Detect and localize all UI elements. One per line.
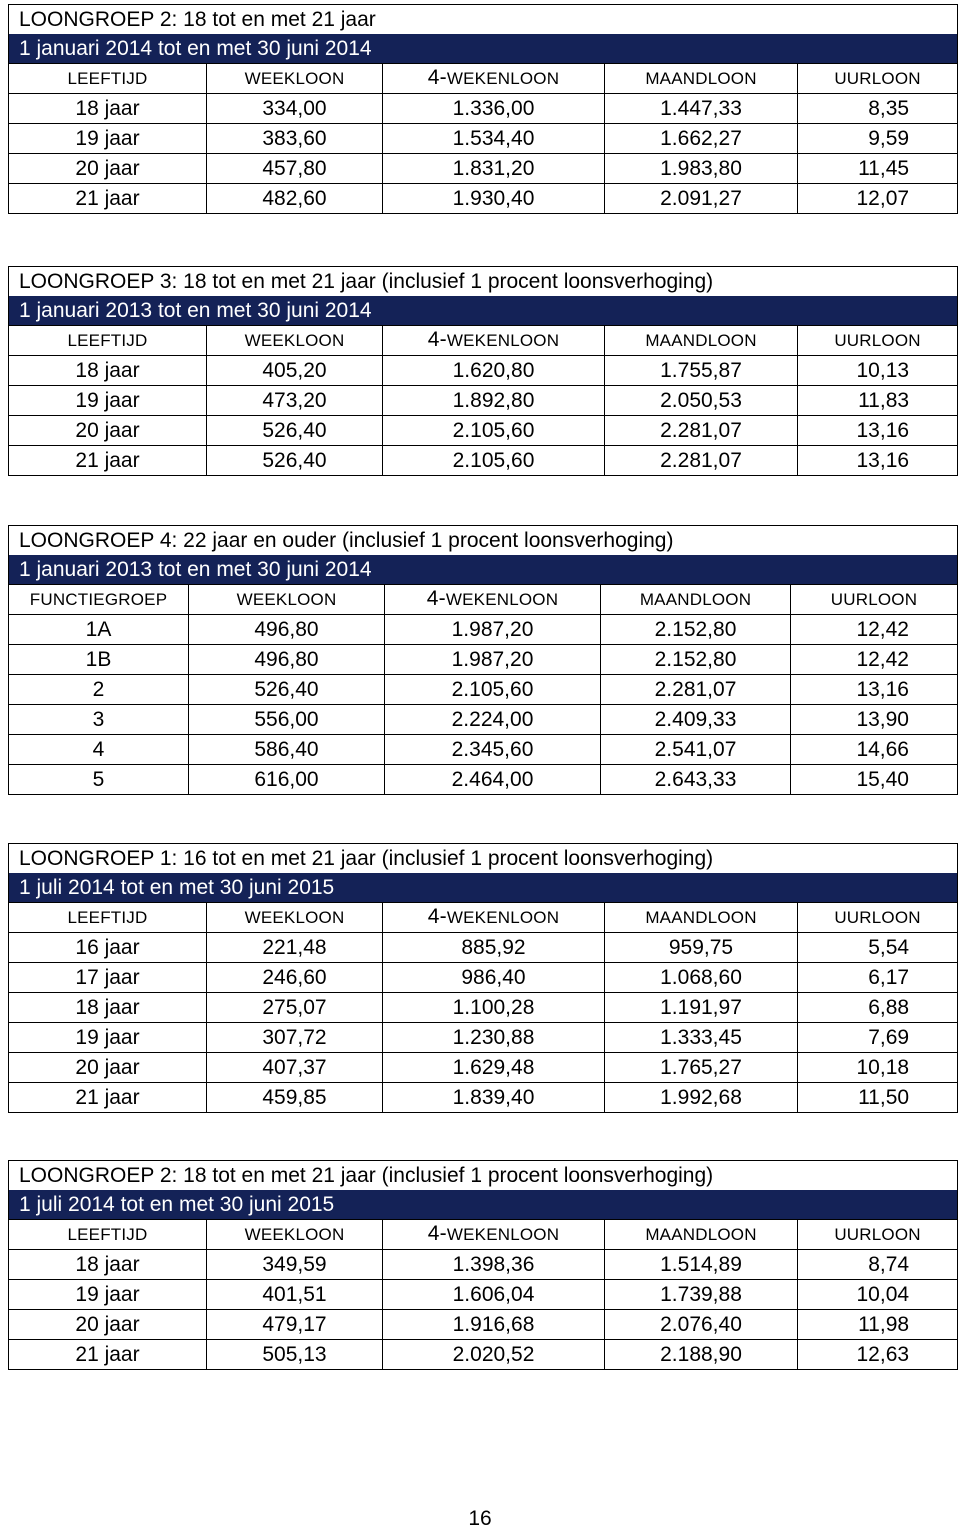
table-cell: 1.930,40 — [383, 184, 605, 214]
table-cell: 1.839,40 — [383, 1083, 605, 1113]
table-cell: 15,40 — [791, 765, 958, 795]
table-cell: 2.105,60 — [385, 675, 601, 705]
table-row — [9, 765, 958, 795]
column-header: WEEKLOON — [207, 326, 383, 356]
table-cell: 1.739,88 — [605, 1280, 798, 1310]
table-cell: 556,00 — [189, 705, 385, 735]
table-cell: 12,63 — [798, 1340, 958, 1370]
column-header: MAANDLOON — [601, 585, 791, 615]
table-cell: 1.831,20 — [383, 154, 605, 184]
table-cell: 6,17 — [798, 963, 958, 993]
table-cell: 2.105,60 — [383, 446, 605, 476]
column-header: UURLOON — [798, 326, 958, 356]
table-cell: 18 jaar — [9, 993, 207, 1023]
table-cell: 19 jaar — [9, 1280, 207, 1310]
column-header: WEEKLOON — [207, 64, 383, 94]
table-cell: 3 — [9, 705, 189, 735]
table-cell: 8,74 — [798, 1250, 958, 1280]
wage-table-3 — [8, 525, 957, 795]
table-cell: 2.188,90 — [605, 1340, 798, 1370]
column-header: UURLOON — [798, 64, 958, 94]
table-cell: 21 jaar — [9, 1340, 207, 1370]
column-header: UURLOON — [798, 903, 958, 933]
table-title: LOONGROEP 4: 22 jaar en ouder (inclusief 1 procent loonsverhoging) — [9, 526, 958, 556]
table-cell: 21 jaar — [9, 446, 207, 476]
table-row — [9, 1310, 958, 1340]
table-cell: 526,40 — [189, 675, 385, 705]
wage-table-5 — [8, 1160, 957, 1370]
table-cell: 1.987,20 — [385, 645, 601, 675]
table-cell: 885,92 — [383, 933, 605, 963]
table-title: LOONGROEP 1: 16 tot en met 21 jaar (inclusief 1 procent loonsverhoging) — [9, 844, 958, 874]
table-row — [9, 446, 958, 476]
table-row — [9, 154, 958, 184]
table-row — [9, 645, 958, 675]
table-cell: 405,20 — [207, 356, 383, 386]
table-period: 1 januari 2014 tot en met 30 juni 2014 — [9, 34, 958, 64]
column-header: MAANDLOON — [605, 326, 798, 356]
table-cell: 246,60 — [207, 963, 383, 993]
table-cell: 1.987,20 — [385, 615, 601, 645]
table-cell: 7,69 — [798, 1023, 958, 1053]
table-period: 1 januari 2013 tot en met 30 juni 2014 — [9, 296, 958, 326]
table-cell: 10,13 — [798, 356, 958, 386]
table-cell: 2.224,00 — [385, 705, 601, 735]
column-header: LEEFTIJD — [9, 1220, 207, 1250]
table-cell: 1.755,87 — [605, 356, 798, 386]
table-cell: 383,60 — [207, 124, 383, 154]
wage-table-2 — [8, 266, 957, 476]
table-row — [9, 705, 958, 735]
table-row — [9, 1083, 958, 1113]
table-cell: 1.983,80 — [605, 154, 798, 184]
table-cell: 349,59 — [207, 1250, 383, 1280]
table-cell: 307,72 — [207, 1023, 383, 1053]
table-row — [9, 124, 958, 154]
table-cell: 10,04 — [798, 1280, 958, 1310]
table-cell: 586,40 — [189, 735, 385, 765]
table-cell: 479,17 — [207, 1310, 383, 1340]
table-cell: 2.409,33 — [601, 705, 791, 735]
table-cell: 20 jaar — [9, 1053, 207, 1083]
table-cell: 20 jaar — [9, 416, 207, 446]
table-cell: 1.620,80 — [383, 356, 605, 386]
table-cell: 13,16 — [791, 675, 958, 705]
table-cell: 5 — [9, 765, 189, 795]
table-cell: 275,07 — [207, 993, 383, 1023]
wage-table — [8, 1160, 958, 1370]
table-cell: 12,42 — [791, 645, 958, 675]
table-cell: 21 jaar — [9, 184, 207, 214]
table-cell: 18 jaar — [9, 356, 207, 386]
column-header: UURLOON — [798, 1220, 958, 1250]
table-cell: 6,88 — [798, 993, 958, 1023]
column-header: MAANDLOON — [605, 1220, 798, 1250]
table-cell: 18 jaar — [9, 94, 207, 124]
column-header: WEEKLOON — [207, 1220, 383, 1250]
table-cell: 221,48 — [207, 933, 383, 963]
header-row — [9, 326, 958, 356]
wage-table — [8, 4, 958, 214]
header-row — [9, 1220, 958, 1250]
table-cell: 1.916,68 — [383, 1310, 605, 1340]
table-cell: 2.281,07 — [605, 446, 798, 476]
table-cell: 2.020,52 — [383, 1340, 605, 1370]
column-header: MAANDLOON — [605, 903, 798, 933]
column-header: WEEKLOON — [189, 585, 385, 615]
table-cell: 2 — [9, 675, 189, 705]
table-cell: 2.345,60 — [385, 735, 601, 765]
table-cell: 1.514,89 — [605, 1250, 798, 1280]
table-cell: 4 — [9, 735, 189, 765]
table-cell: 1.398,36 — [383, 1250, 605, 1280]
table-cell: 959,75 — [605, 933, 798, 963]
column-header: FUNCTIEGROEP — [9, 585, 189, 615]
table-cell: 457,80 — [207, 154, 383, 184]
table-cell: 13,16 — [798, 416, 958, 446]
table-cell: 19 jaar — [9, 1023, 207, 1053]
table-cell: 473,20 — [207, 386, 383, 416]
table-cell: 1.230,88 — [383, 1023, 605, 1053]
table-row — [9, 416, 958, 446]
table-cell: 8,35 — [798, 94, 958, 124]
table-cell: 401,51 — [207, 1280, 383, 1310]
header-row — [9, 903, 958, 933]
table-cell: 14,66 — [791, 735, 958, 765]
table-cell: 13,90 — [791, 705, 958, 735]
column-header: 4-WEKENLOON — [383, 1220, 605, 1250]
table-row — [9, 184, 958, 214]
column-header: MAANDLOON — [605, 64, 798, 94]
wage-table-4 — [8, 843, 957, 1113]
table-row — [9, 1023, 958, 1053]
column-header: WEEKLOON — [207, 903, 383, 933]
table-cell: 12,07 — [798, 184, 958, 214]
table-row — [9, 615, 958, 645]
table-cell: 1.336,00 — [383, 94, 605, 124]
table-row — [9, 1053, 958, 1083]
table-cell: 2.281,07 — [605, 416, 798, 446]
table-cell: 21 jaar — [9, 1083, 207, 1113]
table-cell: 407,37 — [207, 1053, 383, 1083]
table-cell: 2.152,80 — [601, 615, 791, 645]
header-row — [9, 585, 958, 615]
table-cell: 1.333,45 — [605, 1023, 798, 1053]
table-row — [9, 963, 958, 993]
table-cell: 2.076,40 — [605, 1310, 798, 1340]
table-cell: 11,83 — [798, 386, 958, 416]
table-period: 1 januari 2013 tot en met 30 juni 2014 — [9, 555, 958, 585]
table-cell: 12,42 — [791, 615, 958, 645]
table-period: 1 juli 2014 tot en met 30 juni 2015 — [9, 873, 958, 903]
table-cell: 11,45 — [798, 154, 958, 184]
column-header: 4-WEKENLOON — [383, 903, 605, 933]
table-cell: 17 jaar — [9, 963, 207, 993]
table-cell: 459,85 — [207, 1083, 383, 1113]
table-row — [9, 735, 958, 765]
table-cell: 526,40 — [207, 446, 383, 476]
table-cell: 5,54 — [798, 933, 958, 963]
column-header: 4-WEKENLOON — [385, 585, 601, 615]
table-cell: 19 jaar — [9, 124, 207, 154]
table-cell: 2.541,07 — [601, 735, 791, 765]
wage-table — [8, 266, 958, 476]
column-header: UURLOON — [791, 585, 958, 615]
table-cell: 1.100,28 — [383, 993, 605, 1023]
table-cell: 2.152,80 — [601, 645, 791, 675]
page-number: 16 — [468, 1507, 492, 1530]
table-cell: 20 jaar — [9, 1310, 207, 1340]
wage-table — [8, 525, 958, 795]
wage-table — [8, 843, 958, 1113]
table-cell: 1B — [9, 645, 189, 675]
table-title: LOONGROEP 3: 18 tot en met 21 jaar (inclusief 1 procent loonsverhoging) — [9, 267, 958, 297]
table-cell: 16 jaar — [9, 933, 207, 963]
table-cell: 1.068,60 — [605, 963, 798, 993]
table-cell: 334,00 — [207, 94, 383, 124]
table-row — [9, 675, 958, 705]
table-cell: 19 jaar — [9, 386, 207, 416]
table-cell: 2.464,00 — [385, 765, 601, 795]
column-header: LEEFTIJD — [9, 64, 207, 94]
wage-table-1 — [8, 4, 957, 214]
table-title: LOONGROEP 2: 18 tot en met 21 jaar (inclusief 1 procent loonsverhoging) — [9, 1161, 958, 1191]
table-cell: 1.447,33 — [605, 94, 798, 124]
table-cell: 505,13 — [207, 1340, 383, 1370]
table-cell: 2.091,27 — [605, 184, 798, 214]
table-cell: 1.892,80 — [383, 386, 605, 416]
table-cell: 11,50 — [798, 1083, 958, 1113]
table-cell: 2.281,07 — [601, 675, 791, 705]
table-row — [9, 1280, 958, 1310]
table-cell: 1.992,68 — [605, 1083, 798, 1113]
table-row — [9, 1340, 958, 1370]
table-cell: 1.534,40 — [383, 124, 605, 154]
table-cell: 10,18 — [798, 1053, 958, 1083]
table-cell: 18 jaar — [9, 1250, 207, 1280]
table-cell: 2.050,53 — [605, 386, 798, 416]
table-cell: 496,80 — [189, 615, 385, 645]
table-row — [9, 1250, 958, 1280]
table-cell: 2.105,60 — [383, 416, 605, 446]
header-row — [9, 64, 958, 94]
table-cell: 1.629,48 — [383, 1053, 605, 1083]
table-cell: 1.191,97 — [605, 993, 798, 1023]
table-cell: 11,98 — [798, 1310, 958, 1340]
table-cell: 526,40 — [207, 416, 383, 446]
table-row — [9, 933, 958, 963]
column-header: LEEFTIJD — [9, 903, 207, 933]
table-cell: 1A — [9, 615, 189, 645]
table-cell: 496,80 — [189, 645, 385, 675]
table-cell: 20 jaar — [9, 154, 207, 184]
table-row — [9, 94, 958, 124]
table-cell: 9,59 — [798, 124, 958, 154]
table-period: 1 juli 2014 tot en met 30 juni 2015 — [9, 1190, 958, 1220]
table-row — [9, 993, 958, 1023]
table-cell: 1.606,04 — [383, 1280, 605, 1310]
table-row — [9, 356, 958, 386]
column-header: LEEFTIJD — [9, 326, 207, 356]
table-title: LOONGROEP 2: 18 tot en met 21 jaar — [9, 5, 958, 35]
table-cell: 1.765,27 — [605, 1053, 798, 1083]
table-cell: 482,60 — [207, 184, 383, 214]
table-cell: 1.662,27 — [605, 124, 798, 154]
table-cell: 2.643,33 — [601, 765, 791, 795]
table-cell: 986,40 — [383, 963, 605, 993]
table-cell: 13,16 — [798, 446, 958, 476]
table-row — [9, 386, 958, 416]
column-header: 4-WEKENLOON — [383, 326, 605, 356]
table-cell: 616,00 — [189, 765, 385, 795]
column-header: 4-WEKENLOON — [383, 64, 605, 94]
